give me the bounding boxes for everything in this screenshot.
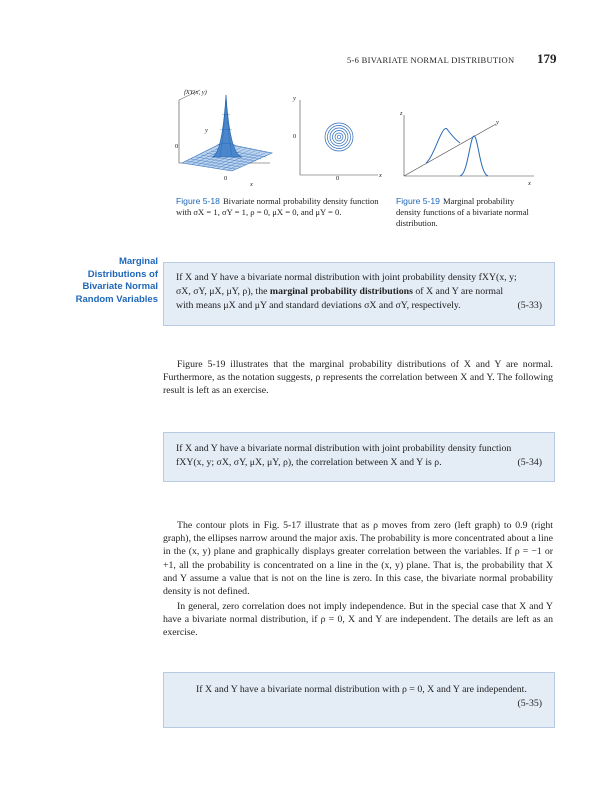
figure-5-19-caption-text: Marginal probability density functions of a bivariate normal distribution. xyxy=(396,196,529,228)
sidebar-heading-line: Marginal xyxy=(118,256,158,267)
sidebar-heading-line: Bivariate Normal xyxy=(82,281,158,292)
paragraph-marginals: Figure 5-19 illustrates that the marginal probability distributions of X and Y are normal. Furthermore, as the notation suggests, ρ represents the correlation between X and Y. The following result is left as an exercise. xyxy=(163,359,553,397)
box1-line2 xyxy=(176,285,542,299)
paragraph-contour: The contour plots in Fig. 5-17 illustrate that as ρ moves from zero (left graph) to 0.9 (right graph), the ellipses narrow around the major axis. The probability is more concentrated about a line in the (x, y) plane and graphically displays greater correlation between the variables. If ρ = −1 or +1, all the probability is concentrated on a line in the (x, y) plane. That is, the probability that X and Y assume a value that is not on the line is zero. In this case, the bivariate normal probability density is not defined. xyxy=(163,520,553,598)
box1-line2-post: of X and Y are normal xyxy=(415,286,504,297)
box2-line2 xyxy=(176,456,542,470)
box1-line1: If X and Y have a bivariate normal distribution with joint probability density fXY(x, y; xyxy=(176,272,517,283)
box1-line3-text: with means μX and μY and standard deviations σX and σY, respectively. xyxy=(176,300,461,311)
running-head: 5-6 BIVARIATE NORMAL DISTRIBUTION xyxy=(347,55,515,65)
sidebar-heading xyxy=(72,256,158,306)
fig18-tick-zero-left: 0 xyxy=(175,143,179,150)
definition-box-5-33 xyxy=(163,262,555,326)
figure-5-19-number: Figure 5-19 xyxy=(396,196,440,206)
result-box-5-34 xyxy=(163,432,555,482)
equation-number-5-33: (5-33) xyxy=(517,300,542,311)
figure-5-19-marginals xyxy=(398,110,540,182)
box1-line3 xyxy=(176,299,542,313)
box1-line2-pre: σX, σY, μX, μY, ρ), the xyxy=(176,286,268,297)
figure-5-18-number: Figure 5-18 xyxy=(176,196,220,206)
box3-line2 xyxy=(176,697,542,711)
figure-5-18-caption xyxy=(176,196,381,218)
box2-line2-text: fXY(x, y; σX, σY, μX, μY, ρ), the correlation between X and Y is ρ. xyxy=(176,457,442,468)
paragraph-independence: In general, zero correlation does not imply independence. But in the special case that X and Y have a bivariate normal distribution, if ρ = 0, X and Y are independent. The details are left as an exercise. xyxy=(163,601,553,639)
box1-line2-bold: marginal probability distributions xyxy=(269,286,413,297)
equation-number-5-35: (5-35) xyxy=(517,698,542,709)
fig18-contour-tick-zero-left: 0 xyxy=(293,133,297,140)
figure-5-18-surface xyxy=(170,85,275,187)
fig18-tick-zero-bottom: 0 xyxy=(224,175,228,182)
fig18-contour-tick-zero-bottom: 0 xyxy=(336,175,340,182)
fig18-axis-y: y xyxy=(205,127,208,134)
fig18-surface-label: fXY(x, y) xyxy=(184,89,207,96)
fig19-axis-y: y xyxy=(496,119,499,126)
fig18-contour-axis-x: x xyxy=(379,172,382,179)
fig18-contour-axis-y: y xyxy=(293,95,296,102)
fig19-axis-z: z xyxy=(400,110,403,117)
box3-line1: If X and Y have a bivariate normal distribution with ρ = 0, X and Y are independent. xyxy=(196,684,527,695)
fig18-axis-x: x xyxy=(250,181,253,188)
sidebar-heading-line: Random Variables xyxy=(75,293,158,305)
box2-line1: If X and Y have a bivariate normal distribution with joint probability density function xyxy=(176,443,512,454)
page-number: 179 xyxy=(537,51,557,66)
sidebar-heading-line: Distributions of xyxy=(87,268,158,280)
equation-number-5-34: (5-34) xyxy=(517,457,542,468)
figure-5-18-caption-text: Bivariate normal probability density function with σX = 1, σY = 1, ρ = 0, μX = 0, and μY = 0. xyxy=(176,196,379,217)
figure-5-18-contour xyxy=(290,95,385,183)
result-box-5-35 xyxy=(163,672,555,728)
fig19-axis-x: x xyxy=(528,180,531,187)
figure-5-19-caption xyxy=(396,196,541,229)
